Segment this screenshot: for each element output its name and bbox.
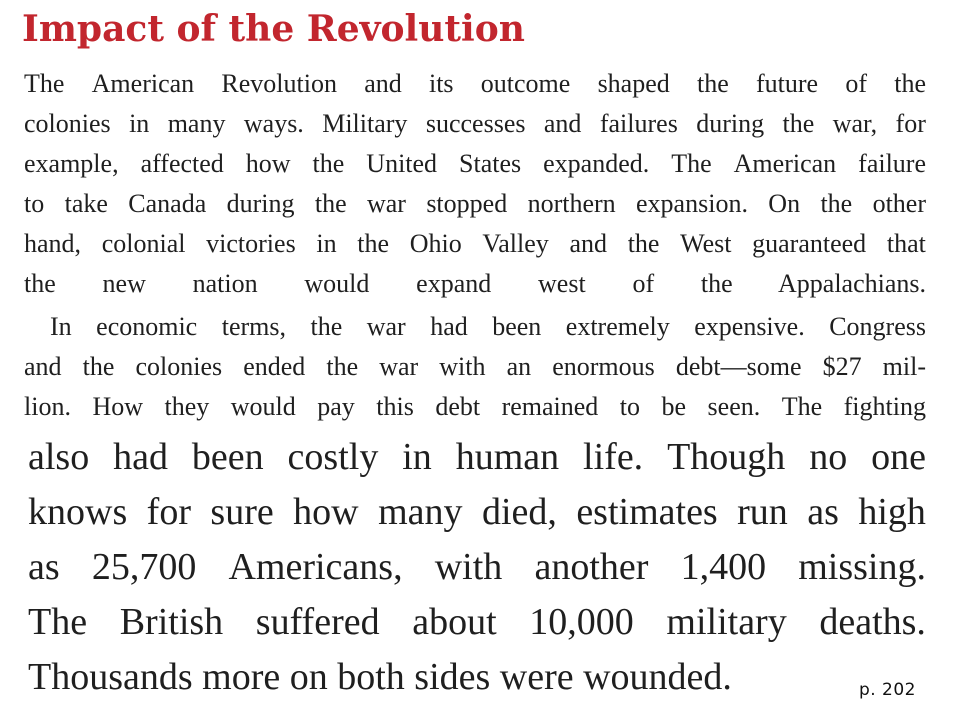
word: in — [129, 109, 150, 138]
word: the — [312, 149, 345, 178]
word: successes — [425, 109, 526, 138]
word: The — [781, 392, 823, 421]
word: outcome — [480, 69, 571, 98]
word: the — [326, 352, 359, 381]
word: during — [226, 189, 295, 218]
word: 10,000 — [529, 601, 634, 643]
paragraph-2 — [24, 307, 926, 427]
word: fighting — [843, 392, 926, 421]
paragraph-line — [24, 224, 926, 264]
word: failures — [599, 109, 678, 138]
word: expensive. — [694, 312, 805, 341]
word: States — [459, 149, 522, 178]
word: life. — [583, 436, 644, 478]
word: On — [768, 189, 801, 218]
word: an — [506, 352, 532, 381]
word: future — [756, 69, 819, 98]
word: ended — [243, 352, 306, 381]
word: this — [376, 392, 414, 421]
word: as — [807, 491, 839, 533]
word: Revolution — [221, 69, 337, 98]
word: estimates — [576, 491, 718, 533]
word: run — [737, 491, 788, 533]
word: the — [782, 109, 815, 138]
word: American — [91, 69, 195, 98]
enlarged-line — [28, 485, 926, 540]
word: expansion. — [636, 189, 748, 218]
word: as — [28, 546, 60, 588]
word: Valley — [482, 229, 549, 258]
word: military — [666, 601, 787, 643]
word: debt — [435, 392, 481, 421]
word: would — [230, 392, 296, 421]
enlarged-line — [28, 430, 926, 485]
paragraph-line — [24, 307, 926, 347]
word: war — [366, 189, 406, 218]
word: war — [366, 312, 406, 341]
word: hand, — [24, 229, 82, 258]
word: missing. — [798, 546, 926, 588]
word: high — [858, 491, 926, 533]
word: knows — [28, 491, 128, 533]
word: 1,400 — [680, 546, 767, 588]
word: Though — [667, 436, 786, 478]
paragraph-1 — [24, 64, 926, 304]
word: debt—some — [675, 352, 802, 381]
word: United — [366, 149, 438, 178]
word: they — [164, 392, 210, 421]
word: during — [696, 109, 765, 138]
word: deaths. — [819, 601, 926, 643]
word: the — [820, 189, 853, 218]
word: one — [871, 436, 926, 478]
word: many — [378, 491, 463, 533]
word: the — [697, 69, 729, 98]
word: in — [316, 229, 337, 258]
word: been — [191, 436, 264, 478]
word: to — [619, 392, 641, 421]
word: $27 — [822, 352, 862, 381]
word: of — [845, 69, 867, 98]
word: expanded. — [543, 149, 650, 178]
paragraph-line: the new nation would expand west of the Appalachians. — [24, 269, 926, 298]
word: remained — [501, 392, 599, 421]
word: and — [569, 229, 608, 258]
word: the — [627, 229, 660, 258]
word: be — [661, 392, 687, 421]
word: had — [430, 312, 468, 341]
word: guaranteed — [752, 229, 867, 258]
word: In — [50, 312, 72, 341]
enlarged-line — [28, 595, 926, 650]
word: human — [455, 436, 560, 478]
paragraph-line — [24, 184, 926, 224]
word: with — [434, 546, 503, 588]
word: other — [872, 189, 926, 218]
word: that — [886, 229, 926, 258]
paragraph-line — [24, 144, 926, 184]
word: Military — [322, 109, 408, 138]
word: war, — [832, 109, 878, 138]
word: example, — [24, 149, 119, 178]
word: The — [24, 69, 65, 98]
word: failure — [858, 149, 926, 178]
word: stopped — [426, 189, 508, 218]
word: with — [439, 352, 486, 381]
word: the — [357, 229, 390, 258]
word: 25,700 — [91, 546, 197, 588]
word: about — [412, 601, 497, 643]
word: colonial — [101, 229, 186, 258]
word: in — [402, 436, 432, 478]
word: affected — [140, 149, 224, 178]
word: American — [733, 149, 837, 178]
paragraph-line — [24, 64, 926, 104]
word: take — [64, 189, 108, 218]
paragraph-line — [24, 104, 926, 144]
word: ways. — [243, 109, 304, 138]
page-title: Impact of the Revolution — [22, 8, 525, 50]
enlarged-line: Thousands more on both sides were wounded. — [28, 656, 732, 698]
word: and — [24, 352, 62, 381]
word: economic — [96, 312, 198, 341]
word: colonies — [24, 109, 111, 138]
page-reference: p. 202 — [858, 680, 916, 700]
word: no — [809, 436, 848, 478]
word: The — [671, 149, 712, 178]
word: Canada — [128, 189, 207, 218]
word: the — [310, 312, 343, 341]
word: many — [167, 109, 226, 138]
word: lion. — [24, 392, 71, 421]
word: How — [92, 392, 143, 421]
word: sure — [210, 491, 274, 533]
word: the — [894, 69, 926, 98]
word: and — [543, 109, 582, 138]
word: the — [82, 352, 115, 381]
word: victories — [206, 229, 296, 258]
word: and — [364, 69, 402, 98]
word: another — [534, 546, 649, 588]
word: Ohio — [409, 229, 462, 258]
word: enormous — [552, 352, 655, 381]
word: died, — [481, 491, 557, 533]
word: mil- — [882, 352, 926, 381]
word: how — [245, 149, 291, 178]
word: costly — [287, 436, 379, 478]
word: pay — [317, 392, 355, 421]
word: the — [314, 189, 347, 218]
word: been — [492, 312, 542, 341]
enlarged-paragraph — [28, 430, 926, 705]
word: suffered — [255, 601, 380, 643]
word: British — [119, 601, 224, 643]
word: for — [146, 491, 191, 533]
word: shaped — [597, 69, 670, 98]
word: to — [24, 189, 45, 218]
paragraph-line — [24, 347, 926, 387]
word: seen. — [707, 392, 761, 421]
enlarged-line — [28, 540, 926, 595]
word: war — [379, 352, 419, 381]
paragraph-line — [24, 387, 926, 427]
word: also — [28, 436, 90, 478]
word: Congress — [829, 312, 926, 341]
word: its — [428, 69, 454, 98]
word: colonies — [135, 352, 223, 381]
word: terms, — [221, 312, 286, 341]
word: West — [680, 229, 732, 258]
word: extremely — [565, 312, 670, 341]
word: how — [293, 491, 359, 533]
word: northern — [527, 189, 616, 218]
word: for — [895, 109, 926, 138]
word: had — [113, 436, 168, 478]
word: Americans, — [228, 546, 403, 588]
word: The — [28, 601, 88, 643]
